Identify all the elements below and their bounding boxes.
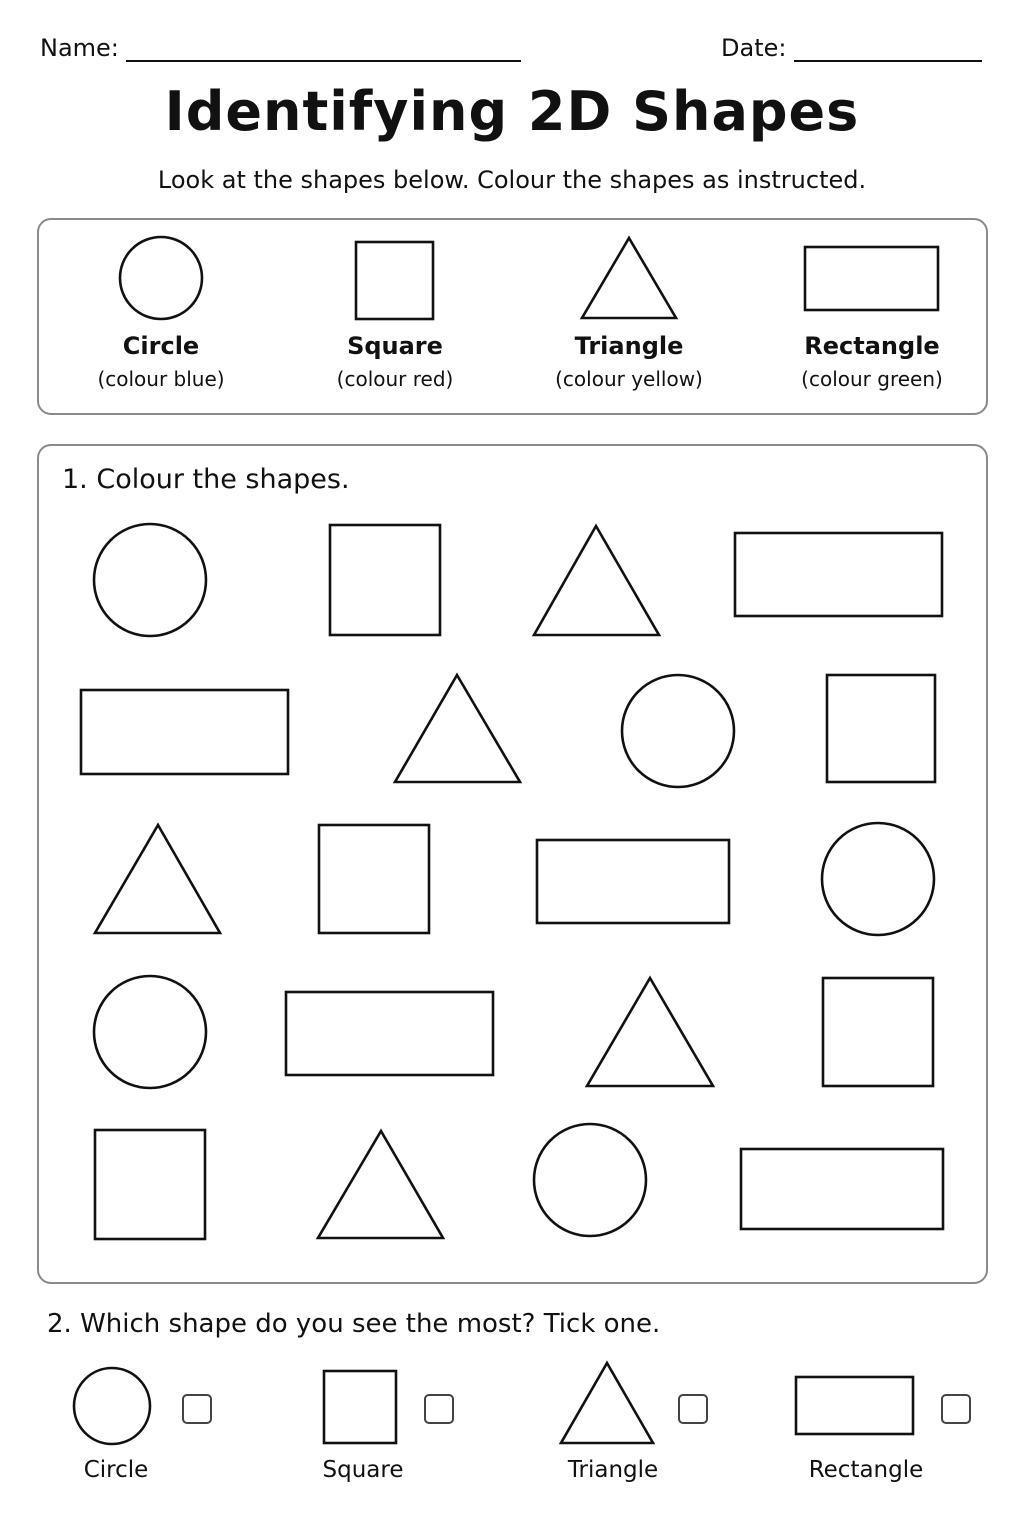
page-title: Identifying 2D Shapes [164, 80, 860, 143]
tick-box-rectangle[interactable] [941, 1394, 971, 1424]
triangle-icon [561, 1363, 653, 1443]
option-label-rectangle: Rectangle [808, 1457, 924, 1483]
key-name-circle: Circle [122, 332, 200, 360]
tick-box-circle[interactable] [182, 1394, 212, 1424]
option-label-circle: Circle [83, 1457, 149, 1483]
instruction-text: Look at the shapes below. Colour the shapes as instructed. [157, 166, 867, 194]
date-label: Date: [721, 34, 787, 62]
key-instruction-circle: (colour blue) [97, 367, 225, 391]
key-instruction-square: (colour red) [336, 367, 454, 391]
key-name-square: Square [347, 332, 443, 360]
key-instruction-triangle: (colour yellow) [555, 367, 703, 391]
option-label-triangle: Triangle [567, 1457, 659, 1483]
rectangle-icon [796, 1377, 913, 1434]
key-name-triangle: Triangle [574, 332, 684, 360]
key-instruction-rectangle: (colour green) [801, 367, 943, 391]
square-icon [324, 1371, 396, 1443]
tick-box-triangle[interactable] [678, 1394, 708, 1424]
name-label: Name: [40, 34, 119, 62]
key-name-rectangle: Rectangle [804, 332, 940, 360]
question-1-text: 1. Colour the shapes. [62, 464, 350, 495]
tick-box-square[interactable] [424, 1394, 454, 1424]
circle-icon [74, 1368, 150, 1444]
question-2-text: 2. Which shape do you see the most? Tick one. [47, 1309, 661, 1339]
option-label-square: Square [322, 1457, 404, 1483]
